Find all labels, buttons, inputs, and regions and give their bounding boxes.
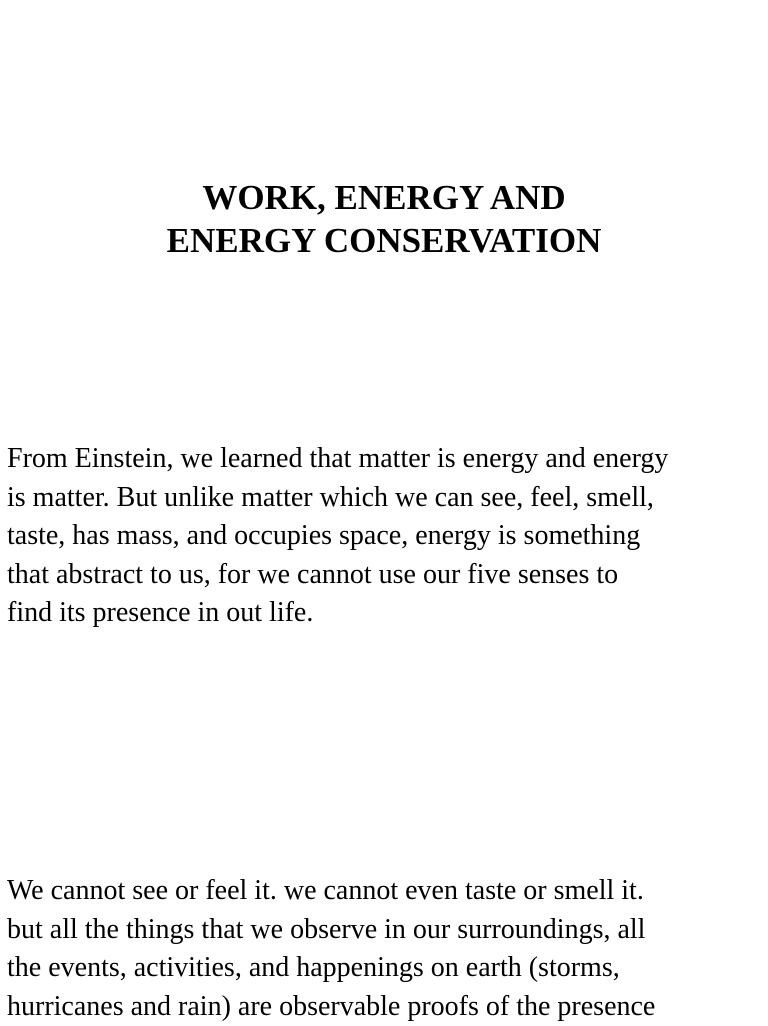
title-line: WORK, ENERGY AND [0, 176, 768, 219]
paragraph-line: hurricanes and rain) are observable proofs of the presence [7, 988, 768, 1026]
paragraph-line: We cannot see or feel it. we cannot even taste or smell it. [7, 872, 768, 911]
paragraph-line: find its presence in out life. [7, 594, 768, 633]
paragraph-line: is matter. But unlike matter which we can see, feel, smell, [7, 479, 768, 518]
paragraph-line: taste, has mass, and occupies space, energy is something [7, 517, 768, 556]
paragraph-line: that abstract to us, for we cannot use our five senses to [7, 556, 768, 595]
paragraph-line: the events, activities, and happenings on earth (storms, [7, 949, 768, 988]
paragraph-einstein [7, 440, 768, 633]
paragraph-line: but all the things that we observe in our surroundings, all [7, 911, 768, 950]
paragraph-observation [7, 872, 768, 1026]
page-title [0, 176, 768, 262]
title-line: ENERGY CONSERVATION [0, 219, 768, 262]
paragraph-line: From Einstein, we learned that matter is energy and energy [7, 440, 768, 479]
